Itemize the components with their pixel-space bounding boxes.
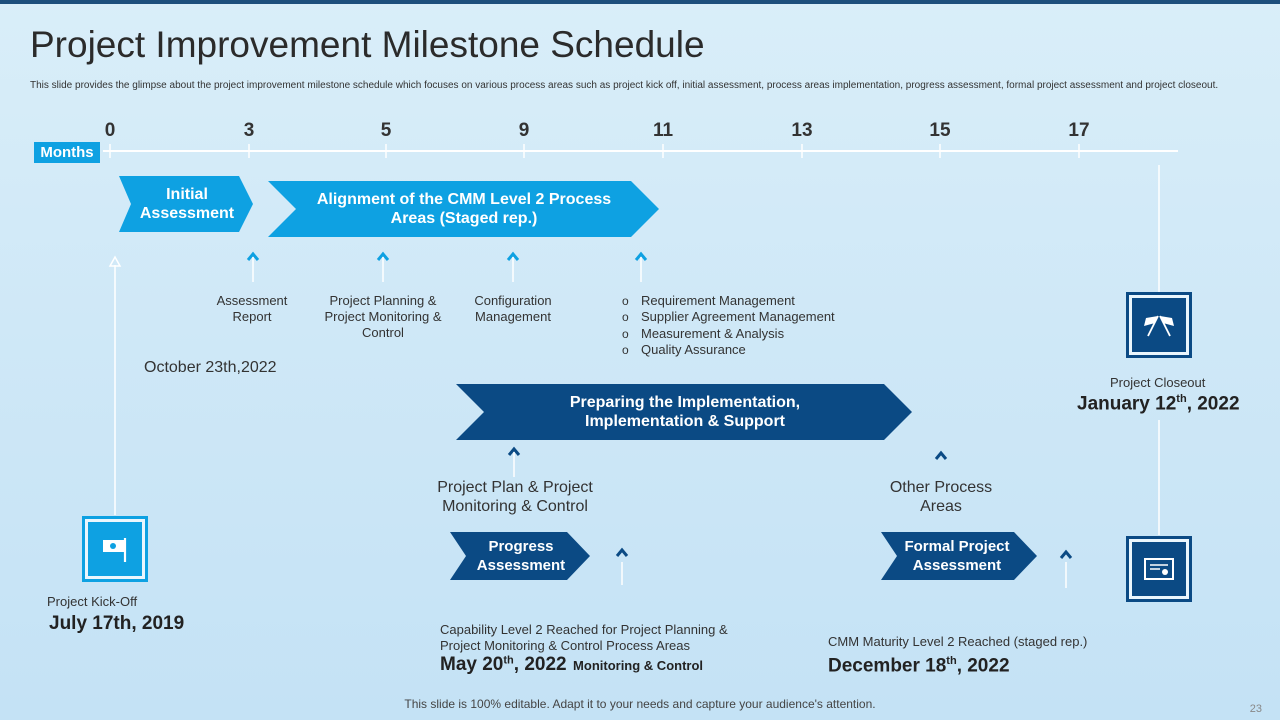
chevron-up-icon	[246, 249, 260, 283]
chevron-up-icon	[376, 249, 390, 283]
slide-description: This slide provides the glimpse about the project improvement milestone schedule which focuses on various process areas such as project kick off, initial assessment, process areas implementation, progress assessment, formal project assessment and project closeout.	[30, 80, 1219, 91]
alignment-label: Alignment of the CMM Level 2 Process Areas (Staged rep.)	[316, 191, 612, 227]
list-item: o Requirement Management	[622, 293, 835, 309]
page-title: Project Improvement Milestone Schedule	[30, 24, 705, 65]
page-number: 23	[1249, 703, 1262, 715]
tick-label: 17	[1068, 120, 1090, 141]
checkered-flags-icon	[1142, 312, 1176, 338]
certificate-icon	[1144, 558, 1174, 580]
tick-label: 13	[791, 120, 813, 141]
process-area-list	[622, 293, 835, 358]
closeout-icon-box	[1126, 292, 1192, 358]
chevron-up-icon	[507, 444, 521, 478]
tick-label: 15	[929, 120, 951, 141]
footer-note: This slide is 100% editable. Adapt it to your needs and capture your audience's attention.	[404, 697, 876, 711]
list-item: o Supplier Agreement Management	[622, 309, 835, 325]
list-item: o Quality Assurance	[622, 342, 835, 358]
flag-icon	[100, 534, 130, 564]
kickoff-label: Project Kick-Off	[47, 594, 138, 609]
chevron-up-icon	[1059, 547, 1073, 567]
tick-label: 5	[380, 120, 392, 141]
may-milestone-date: May 20th, 2022 Monitoring & Control	[440, 654, 704, 675]
project-planning-label: Project Planning & Project Monitoring & Control	[324, 293, 442, 340]
tick-label: 11	[652, 120, 674, 141]
preparing-label: Preparing the Implementation, Implementation & Support	[569, 394, 801, 430]
tick-label: 3	[243, 120, 255, 141]
kickoff-date: July 17th, 2019	[49, 613, 185, 634]
progress-assessment-label: Progress Assessment	[476, 538, 566, 574]
other-process-areas-label: Other Process Areas	[889, 479, 993, 515]
october-date: October 23th,2022	[144, 359, 277, 376]
may-milestone-caption: Capability Level 2 Reached for Project Planning & Project Monitoring & Control Process Areas	[440, 622, 728, 653]
list-item: o Measurement & Analysis	[622, 326, 835, 342]
plan-monitoring-label: Project Plan & Project Monitoring & Control	[437, 479, 593, 515]
chevron-up-icon	[934, 448, 948, 468]
closeout-date: January 12th, 2022	[1077, 393, 1240, 415]
chevron-up-icon	[634, 249, 648, 283]
chevron-up-icon	[615, 545, 629, 565]
formal-assessment-label: Formal Project Assessment	[904, 538, 1010, 574]
december-milestone-caption: CMM Maturity Level 2 Reached (staged rep.)	[828, 634, 1088, 649]
configuration-management-label: Configuration Management	[474, 293, 552, 324]
months-label: Months	[34, 142, 100, 163]
initial-assessment-label: Initial Assessment	[139, 186, 235, 222]
december-milestone-date: December 18th, 2022	[828, 655, 1010, 677]
kickoff-icon-box	[82, 516, 148, 582]
tick-label: 0	[104, 120, 116, 141]
tick-label: 9	[518, 120, 530, 141]
certificate-icon-box	[1126, 536, 1192, 602]
chevron-up-icon	[506, 249, 520, 283]
assessment-report-label: Assessment Report	[216, 293, 288, 324]
closeout-label: Project Closeout	[1110, 375, 1206, 390]
